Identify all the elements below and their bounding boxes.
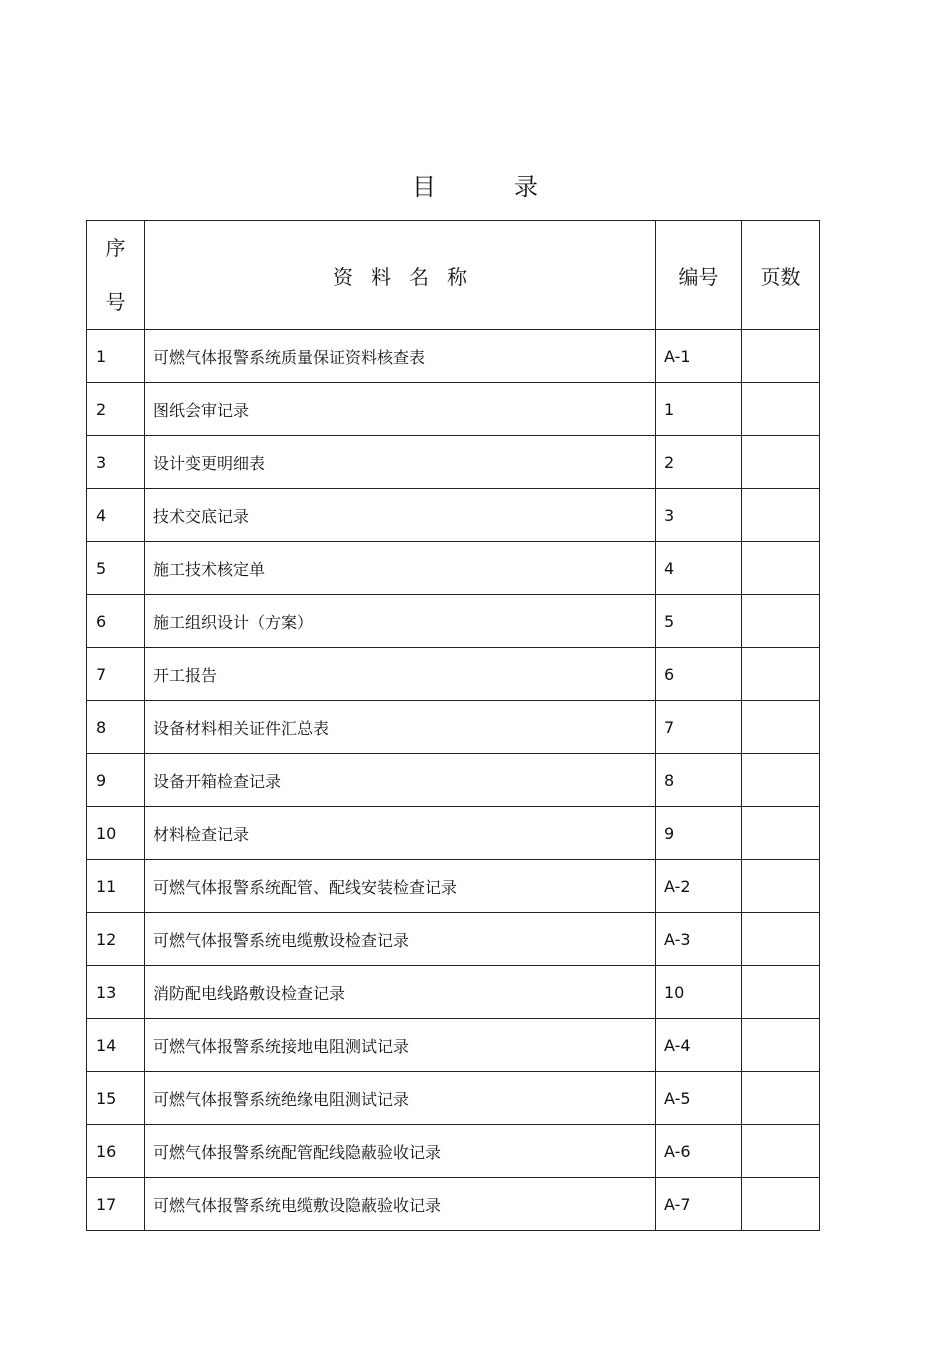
table-row (87, 966, 820, 1019)
table-row (87, 436, 820, 489)
row-name: 开工报告 (145, 648, 656, 701)
row-seq: 10 (87, 807, 145, 860)
table-row (87, 1019, 820, 1072)
row-seq: 17 (87, 1178, 145, 1231)
row-pages (742, 595, 820, 648)
page-title (0, 170, 950, 204)
table-header (87, 221, 820, 330)
row-pages (742, 860, 820, 913)
row-name: 可燃气体报警系统质量保证资料核查表 (145, 330, 656, 383)
row-pages (742, 542, 820, 595)
row-name: 可燃气体报警系统配管、配线安装检查记录 (145, 860, 656, 913)
row-seq: 6 (87, 595, 145, 648)
header-seq-line-1: 序 (105, 236, 126, 260)
row-seq: 5 (87, 542, 145, 595)
row-name: 可燃气体报警系统绝缘电阻测试记录 (145, 1072, 656, 1125)
page-title-char-1: 目 (412, 173, 436, 201)
row-name: 消防配电线路敷设检查记录 (145, 966, 656, 1019)
row-seq: 9 (87, 754, 145, 807)
table-row (87, 701, 820, 754)
table-body (87, 330, 820, 1231)
table-row (87, 489, 820, 542)
row-seq: 8 (87, 701, 145, 754)
row-pages (742, 383, 820, 436)
row-seq: 15 (87, 1072, 145, 1125)
row-seq: 12 (87, 913, 145, 966)
header-row (87, 221, 820, 330)
row-seq: 2 (87, 383, 145, 436)
row-seq: 13 (87, 966, 145, 1019)
row-pages (742, 754, 820, 807)
row-code: 5 (656, 595, 742, 648)
row-pages (742, 701, 820, 754)
header-seq-line-2: 号 (105, 290, 126, 314)
page-title-char-2: 录 (514, 173, 538, 201)
row-name: 可燃气体报警系统电缆敷设检查记录 (145, 913, 656, 966)
table-row (87, 860, 820, 913)
table-row (87, 648, 820, 701)
row-code: 9 (656, 807, 742, 860)
table-row (87, 542, 820, 595)
row-pages (742, 436, 820, 489)
row-pages (742, 966, 820, 1019)
row-name: 施工技术核定单 (145, 542, 656, 595)
contents-table (86, 220, 820, 1231)
row-name: 可燃气体报警系统接地电阻测试记录 (145, 1019, 656, 1072)
row-code: 6 (656, 648, 742, 701)
row-seq: 11 (87, 860, 145, 913)
row-seq: 4 (87, 489, 145, 542)
row-name: 设备开箱检查记录 (145, 754, 656, 807)
row-pages (742, 913, 820, 966)
row-name: 技术交底记录 (145, 489, 656, 542)
row-name: 可燃气体报警系统电缆敷设隐蔽验收记录 (145, 1178, 656, 1231)
row-code: 10 (656, 966, 742, 1019)
row-seq: 16 (87, 1125, 145, 1178)
row-name: 材料检查记录 (145, 807, 656, 860)
header-pages: 页数 (742, 221, 820, 330)
table-row (87, 330, 820, 383)
row-code: A-6 (656, 1125, 742, 1178)
row-code: 2 (656, 436, 742, 489)
row-code: 4 (656, 542, 742, 595)
row-code: A-7 (656, 1178, 742, 1231)
table-row (87, 1125, 820, 1178)
row-code: A-1 (656, 330, 742, 383)
row-pages (742, 1178, 820, 1231)
row-pages (742, 1125, 820, 1178)
table-row (87, 1178, 820, 1231)
table-row (87, 913, 820, 966)
table-row (87, 1072, 820, 1125)
table-row (87, 754, 820, 807)
row-code: A-4 (656, 1019, 742, 1072)
table-row (87, 383, 820, 436)
row-seq: 7 (87, 648, 145, 701)
row-code: 3 (656, 489, 742, 542)
row-name: 可燃气体报警系统配管配线隐蔽验收记录 (145, 1125, 656, 1178)
header-name: 资料名称 (145, 221, 656, 330)
row-name: 设备材料相关证件汇总表 (145, 701, 656, 754)
row-pages (742, 330, 820, 383)
table-row (87, 595, 820, 648)
row-pages (742, 489, 820, 542)
row-code: A-2 (656, 860, 742, 913)
row-name: 设计变更明细表 (145, 436, 656, 489)
row-seq: 14 (87, 1019, 145, 1072)
row-pages (742, 648, 820, 701)
row-name: 施工组织设计（方案） (145, 595, 656, 648)
row-pages (742, 807, 820, 860)
row-name: 图纸会审记录 (145, 383, 656, 436)
row-seq: 3 (87, 436, 145, 489)
row-pages (742, 1019, 820, 1072)
row-code: 1 (656, 383, 742, 436)
row-pages (742, 1072, 820, 1125)
row-code: 8 (656, 754, 742, 807)
table-row (87, 807, 820, 860)
row-code: 7 (656, 701, 742, 754)
header-seq (87, 221, 145, 330)
row-code: A-3 (656, 913, 742, 966)
row-code: A-5 (656, 1072, 742, 1125)
header-code: 编号 (656, 221, 742, 330)
row-seq: 1 (87, 330, 145, 383)
